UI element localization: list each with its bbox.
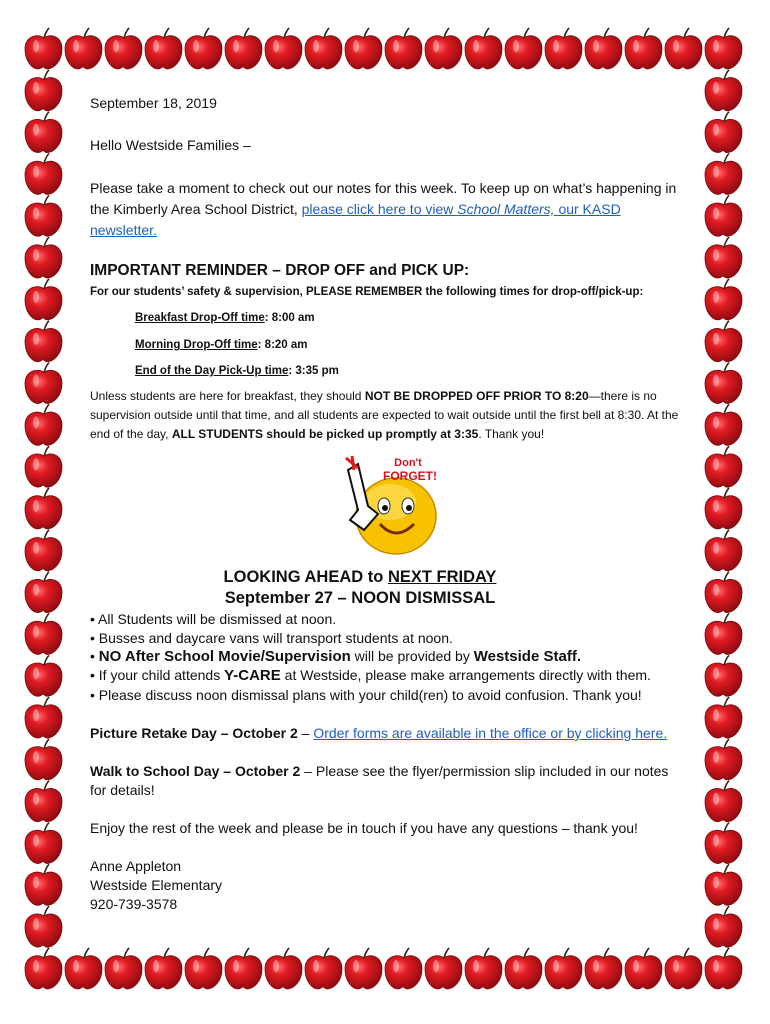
apple-icon (385, 28, 422, 69)
apple-icon (705, 153, 742, 194)
school-matters-link[interactable]: please click here to view School Matters, our KASD newsletter. (90, 201, 621, 238)
apple-icon (665, 28, 702, 69)
apple-icon (25, 781, 62, 822)
apple-icon (185, 948, 222, 989)
apple-icon (25, 823, 62, 864)
time-pickup: End of the Day Pick-Up time: 3:35 pm (135, 365, 339, 377)
dropoff-policy: Unless students are here for breakfast, they should NOT BE DROPPED OFF PRIOR TO 8:20—there is no supervision outside until that time, and all students are expected to wait outside until the first bell at 8:30. At the end of the day, ALL STUDENTS should be picked up promptly at 3:35. Thank you! (90, 389, 679, 441)
bullet-ycare: • If your child attends Y-CARE at Westside, please make arrangements directly with them. (90, 667, 651, 684)
reminder-heading: IMPORTANT REMINDER – DROP OFF and PICK UP: (90, 262, 470, 279)
apple-icon (105, 948, 142, 989)
apple-icon (25, 321, 62, 362)
apple-icon (705, 279, 742, 320)
apple-icon (705, 404, 742, 445)
apple-icon (705, 488, 742, 529)
time-morning: Morning Drop-Off time: 8:20 am (135, 339, 308, 351)
apple-icon (265, 28, 302, 69)
apple-icon (25, 446, 62, 487)
apple-icon (25, 488, 62, 529)
svg-text:FORGET!: FORGET! (383, 469, 437, 483)
apple-icon (25, 112, 62, 153)
apple-icon (705, 28, 742, 69)
apple-icon (705, 237, 742, 278)
apple-icon (25, 655, 62, 696)
apple-icon (65, 28, 102, 69)
intro-paragraph: Please take a moment to check out our notes for this week. To keep up on what’s happening in the Kimberly Area School District, please click here to view School Matters, our KASD newsletter. (90, 180, 677, 238)
apple-icon (305, 948, 342, 989)
apple-icon (705, 948, 742, 989)
signature-phone: 920-739-3578 (90, 896, 178, 912)
dont-forget-smiley-icon (328, 450, 453, 560)
apple-icon (665, 948, 702, 989)
reminder-subheading: For our students’ safety & supervision, PLEASE REMEMBER the following times for drop-off/pick-up: (90, 286, 644, 298)
apple-icon (505, 948, 542, 989)
apple-icon (705, 823, 742, 864)
apple-icon (25, 279, 62, 320)
apple-icon (705, 613, 742, 654)
looking-ahead-heading: LOOKING AHEAD to NEXT FRIDAY (223, 568, 497, 586)
apple-icon (545, 28, 582, 69)
apple-icon (345, 948, 382, 989)
apple-icon (25, 153, 62, 194)
apple-icon (705, 530, 742, 571)
greeting: Hello Westside Families – (90, 137, 251, 153)
apple-icon (705, 781, 742, 822)
apple-icon (25, 363, 62, 404)
apple-icon (705, 195, 742, 236)
walk-to-school: Walk to School Day – October 2 – Please see the flyer/permission slip included in our notes for details! (90, 763, 669, 798)
apple-icon (25, 530, 62, 571)
apple-icon (225, 948, 262, 989)
apple-icon (425, 948, 462, 989)
letter-date: September 18, 2019 (90, 95, 217, 111)
apple-icon (25, 739, 62, 780)
apple-icon (25, 697, 62, 738)
apple-icon (25, 28, 62, 69)
apple-icon (465, 948, 502, 989)
apple-icon (425, 28, 462, 69)
apple-icon (345, 28, 382, 69)
apple-icon (705, 864, 742, 905)
apple-icon (705, 739, 742, 780)
apple-icon (25, 70, 62, 111)
bullet-dismissed: • All Students will be dismissed at noon. (90, 611, 337, 627)
apple-icon (105, 28, 142, 69)
apple-icon (705, 321, 742, 362)
apple-icon (265, 948, 302, 989)
apple-icon (705, 112, 742, 153)
apple-icon (625, 28, 662, 69)
apple-icon (705, 446, 742, 487)
apple-icon (25, 613, 62, 654)
apple-icon (705, 697, 742, 738)
signature-name: Anne Appleton (90, 858, 182, 874)
apple-icon (585, 948, 622, 989)
apple-icon (185, 28, 222, 69)
apple-icon (25, 906, 62, 947)
apple-icon (705, 906, 742, 947)
apple-icon (145, 28, 182, 69)
apple-icon (225, 28, 262, 69)
picture-retake: Picture Retake Day – October 2 – Order forms are available in the office or by clicking here. (90, 725, 668, 741)
bullet-no-movie: • NO After School Movie/Supervision will be provided by Westside Staff. (90, 648, 581, 665)
apple-icon (625, 948, 662, 989)
apple-icon (705, 572, 742, 613)
bullet-discuss: • Please discuss noon dismissal plans with your child(ren) to avoid confusion. Thank you! (90, 687, 642, 703)
noon-dismissal-heading: September 27 – NOON DISMISSAL (224, 589, 496, 607)
svg-text:Don't: Don't (394, 457, 422, 469)
apple-icon (705, 655, 742, 696)
apple-icon (25, 572, 62, 613)
apple-icon (385, 948, 422, 989)
apple-icon (65, 948, 102, 989)
signature-school: Westside Elementary (90, 877, 223, 893)
apple-icon (25, 404, 62, 445)
apple-icon (305, 28, 342, 69)
apple-icon (585, 28, 622, 69)
bullet-busses: • Busses and daycare vans will transport students at noon. (90, 630, 453, 646)
apple-icon (25, 237, 62, 278)
apple-icon (505, 28, 542, 69)
order-forms-link[interactable]: Order forms are available in the office or by clicking here. (313, 725, 668, 741)
apple-icon (705, 70, 742, 111)
apple-icon (145, 948, 182, 989)
apple-icon (25, 864, 62, 905)
apple-icon (25, 195, 62, 236)
apple-icon (545, 948, 582, 989)
apple-icon (25, 948, 62, 989)
closing-line: Enjoy the rest of the week and please be in touch if you have any questions – thank you! (90, 820, 638, 836)
apple-icon (465, 28, 502, 69)
time-breakfast: Breakfast Drop-Off time: 8:00 am (135, 312, 315, 324)
apple-icon (705, 363, 742, 404)
